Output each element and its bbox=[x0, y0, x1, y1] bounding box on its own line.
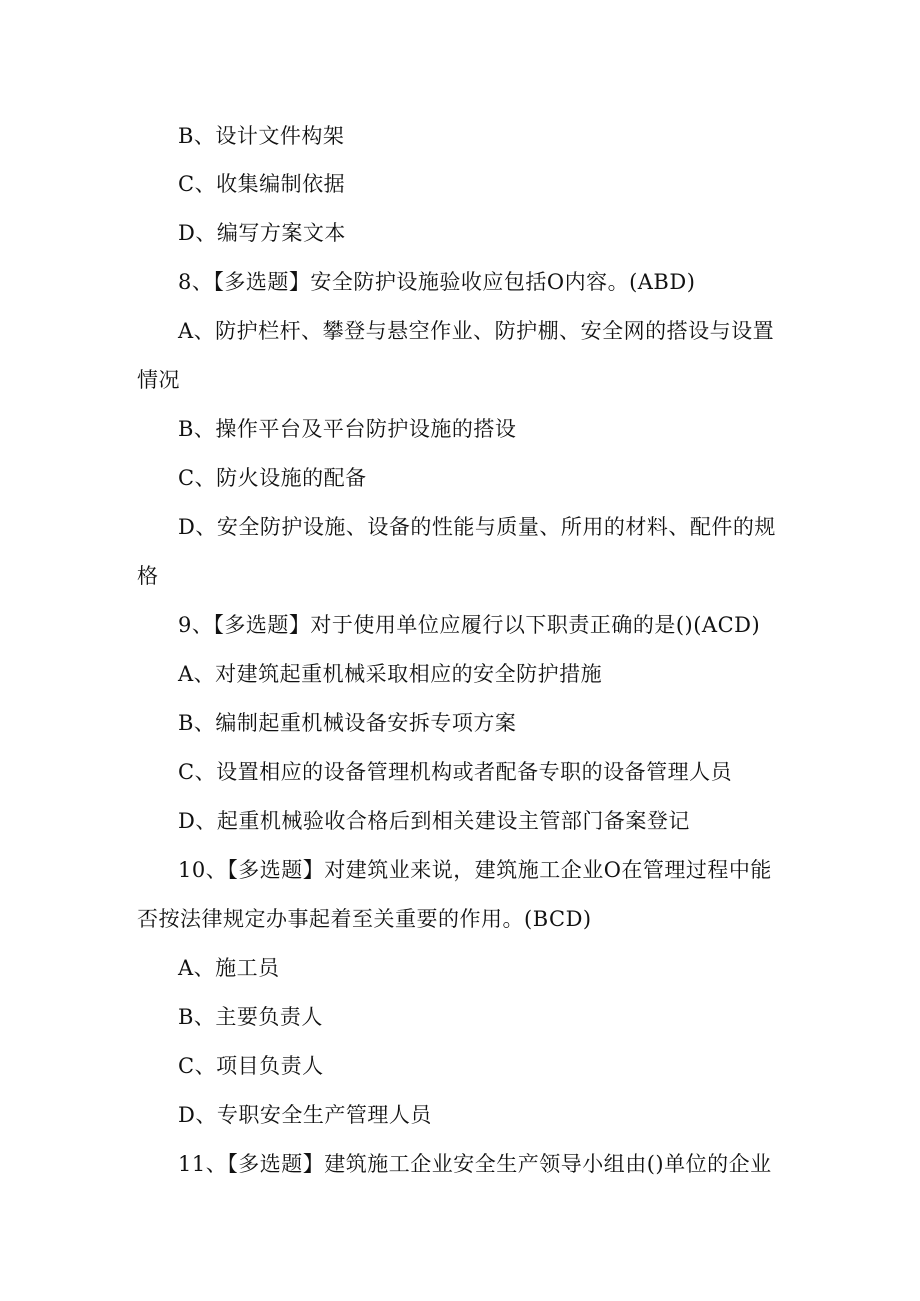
question-8: 8、【多选题】安全防护设施验收应包括O内容。(ABD) bbox=[178, 270, 696, 294]
option-c-q10: C、项目负责人 bbox=[178, 1054, 324, 1078]
option-b-q8: B、操作平台及平台防护设施的搭设 bbox=[178, 417, 517, 441]
option-c-q9: C、设置相应的设备管理机构或者配备专职的设备管理人员 bbox=[178, 760, 733, 784]
question-10: 10、【多选题】对建筑业来说，建筑施工企业O在管理过程中能 bbox=[178, 858, 772, 882]
option-a-q10: A、施工员 bbox=[178, 956, 280, 980]
option-a-q8: A、防护栏杆、攀登与悬空作业、防护棚、安全网的搭设与设置 bbox=[178, 319, 775, 343]
option-d-q10: D、专职安全生产管理人员 bbox=[178, 1103, 432, 1127]
option-b-q10: B、主要负责人 bbox=[178, 1005, 323, 1029]
question-10-continued: 否按法律规定办事起着至关重要的作用。(BCD) bbox=[137, 907, 592, 931]
option-d-q8-continued: 格 bbox=[137, 564, 159, 588]
question-11: 11、【多选题】建筑施工企业安全生产领导小组由()单位的企业 bbox=[178, 1152, 772, 1176]
option-d-q7: D、编写方案文本 bbox=[178, 221, 346, 245]
option-b-q9: B、编制起重机械设备安拆专项方案 bbox=[178, 711, 517, 735]
option-d-q8: D、安全防护设施、设备的性能与质量、所用的材料、配件的规 bbox=[178, 515, 776, 539]
option-c-q8: C、防火设施的配备 bbox=[178, 466, 367, 490]
option-a-q9: A、对建筑起重机械采取相应的安全防护措施 bbox=[178, 662, 603, 686]
option-c-q7: C、收集编制依据 bbox=[178, 172, 346, 196]
option-a-q8-continued: 情况 bbox=[137, 368, 180, 392]
question-9: 9、【多选题】对于使用单位应履行以下职责正确的是()(ACD) bbox=[178, 613, 761, 637]
option-d-q9: D、起重机械验收合格后到相关建设主管部门备案登记 bbox=[178, 809, 690, 833]
option-b-q7: B、设计文件构架 bbox=[178, 124, 345, 148]
